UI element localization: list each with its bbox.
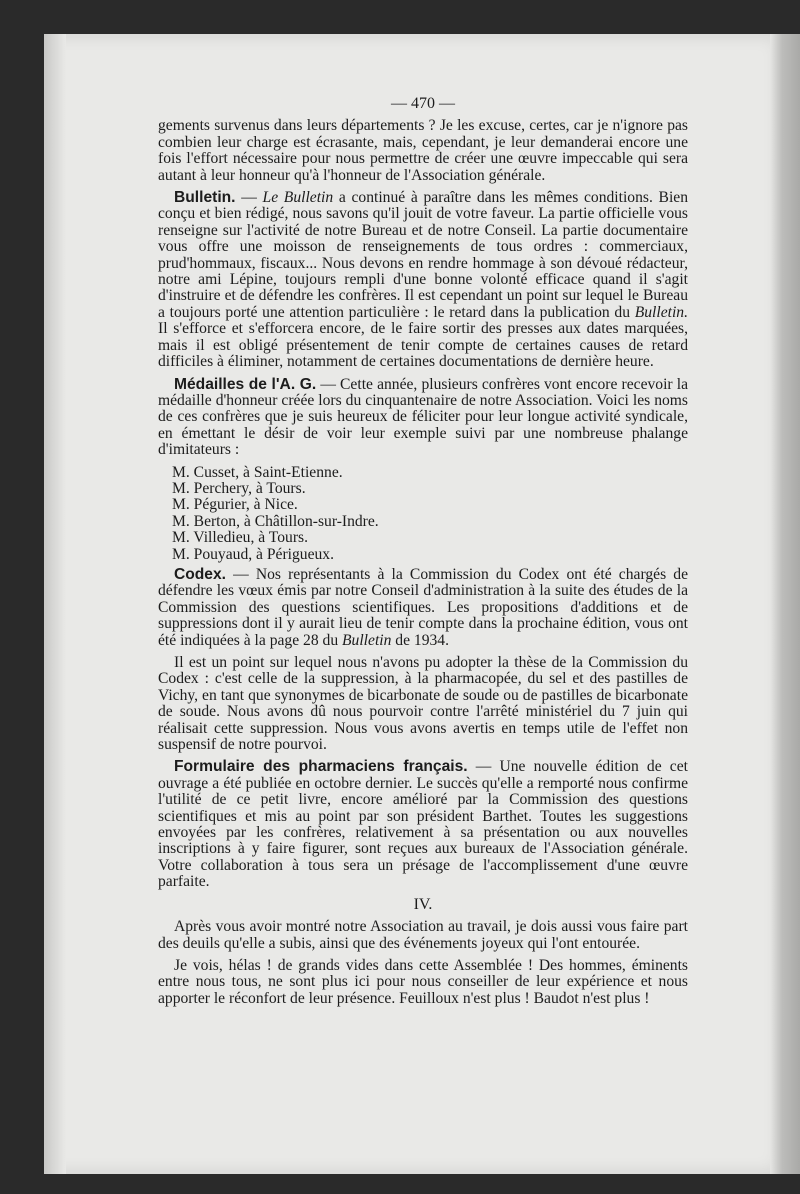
- list-item: M. Villedieu, à Tours.: [172, 529, 308, 547]
- page-number: — 470 —: [391, 95, 455, 112]
- list-item: M. Perchery, à Tours.: [172, 479, 306, 497]
- paragraph-vides: Je vois, hélas ! de grands vides dans cette Assemblée ! Des hommes, éminents entre nous tous, ne sont plus ici pour nous conseiller de leur expérience et nous apporter le réconfort de leur présence. Feuilloux n'est plus ! Baudot n'est plus !: [158, 956, 688, 1007]
- heading-codex: Codex.: [174, 565, 226, 583]
- paragraph-bulletin: Bulletin. — Le Bulletin a continué à paraître dans les mêmes conditions. Bien conçu et bien rédigé, nous savons qu'il jouit de votre faveur. La partie officielle vous renseigne sur l'activité de notre Bureau et de notre Conseil. La partie documentaire vous offre une moisson de renseignements de tous ordres : commerciaux, prud'hommaux, fiscaux... Nous devons en rendre hommage à son dévoué rédacteur, notre ami Lépine, toujours rempli d'une bonne volonté efficace quand il s'agit d'instruire et de défendre les confrères. Il est cependant un point sur lequel le Bureau a toujours porté une attention particulière : le retard dans la publication du Bulletin. Il s'efforce et s'efforcera encore, de le faire sortir des presses aux dates marquées, mais il est obligé présentement de tenir compte de certaines causes de retard difficiles à éliminer, notamment de certaines documentations de dernière heure.: [158, 189, 689, 371]
- page-binding-shadow: [44, 34, 66, 1174]
- list-item: M. Cusset, à Saint-Etienne.: [172, 463, 343, 481]
- list-item: M. Pégurier, à Nice.: [172, 496, 298, 514]
- paragraph-deuils: Après vous avoir montré notre Association au travail, je dois aussi vous faire part des deuils qu'elle a subis, ainsi que des événements joyeux qui l'ont entourée.: [158, 918, 688, 952]
- heading-formulaire: Formulaire des pharmaciens français.: [174, 758, 468, 776]
- list-item: M. Pouyaud, à Périgueux.: [172, 545, 334, 563]
- paragraph-codex: Codex. — Nos représentants à la Commission du Codex ont été chargés de défendre les vœux émis par notre Conseil d'administration à la suite des études de la Commission des questions scientifiques. Les propositions d'additions et de suppressions dont il y aurait lieu de tenir compte dans la prochaine édition, vous ont été indiquées à la page 28 du Bulletin de 1934.: [158, 565, 688, 649]
- page-right-edge: [770, 34, 800, 1174]
- section-number: IV.: [413, 895, 433, 913]
- paragraph-continuation: gements survenus dans leurs départements ? Je les excuse, certes, car je n'ignore pas combien leur charge est écrasante, mais, cependant, je leur demanderai encore une fois l'effort nécessaire pour nous permettre de créer une œuvre impeccable qui sera autant à leur honneur qu'à l'honneur de l'Association générale.: [158, 117, 688, 184]
- list-item: M. Berton, à Châtillon-sur-Indre.: [172, 512, 379, 530]
- heading-bulletin: Bulletin.: [174, 189, 236, 207]
- page-text: [158, 96, 688, 1013]
- paragraph-formulaire: Formulaire des pharmaciens français. — Une nouvelle édition de cet ouvrage a été publiée en octobre dernier. Le succès qu'elle a remporté nous confirme l'utilité de ce petit livre, encore amélioré par la Commission des questions scientifiques et mis au point par son président Barthet. Toutes les suggestions envoyées par les confrères, relativement à sa présentation ou aux nouvelles inscriptions à y faire figurer, sont reçues aux bureaux de l'Association générale. Votre collaboration à tous sera un présage de l'accomplissement d'une œuvre parfaite.: [158, 758, 688, 891]
- paragraph-codex-2: Il est un point sur lequel nous n'avons pu adopter la thèse de la Commission du Codex : c'est celle de la suppression, à la pharmacopée, du sel et des pastilles de Vichy, en tant que synonymes de bicarbonate de soude ou de pastilles de bicarbonate de soude. Nous avons dû nous pourvoir contre l'arrêté ministériel du 7 juin qui réalisait cette suppression. Nous vous avons avertis en temps utile de l'effet non suspensif de notre pourvoi.: [158, 654, 688, 754]
- heading-medailles: Médailles de l'A. G.: [174, 375, 317, 393]
- paragraph-medailles: Médailles de l'A. G. — Cette année, plusieurs confrères vont encore recevoir la médaille d'honneur créée lors du cinquantenaire de notre Association. Voici les noms de ces confrères que je suis heureux de féliciter pour leur longue activité syndicale, en émettant le désir de voir leur exemple suivi par une nombreuse phalange d'imitateurs :: [158, 375, 688, 459]
- medal-recipients-list: [158, 465, 688, 563]
